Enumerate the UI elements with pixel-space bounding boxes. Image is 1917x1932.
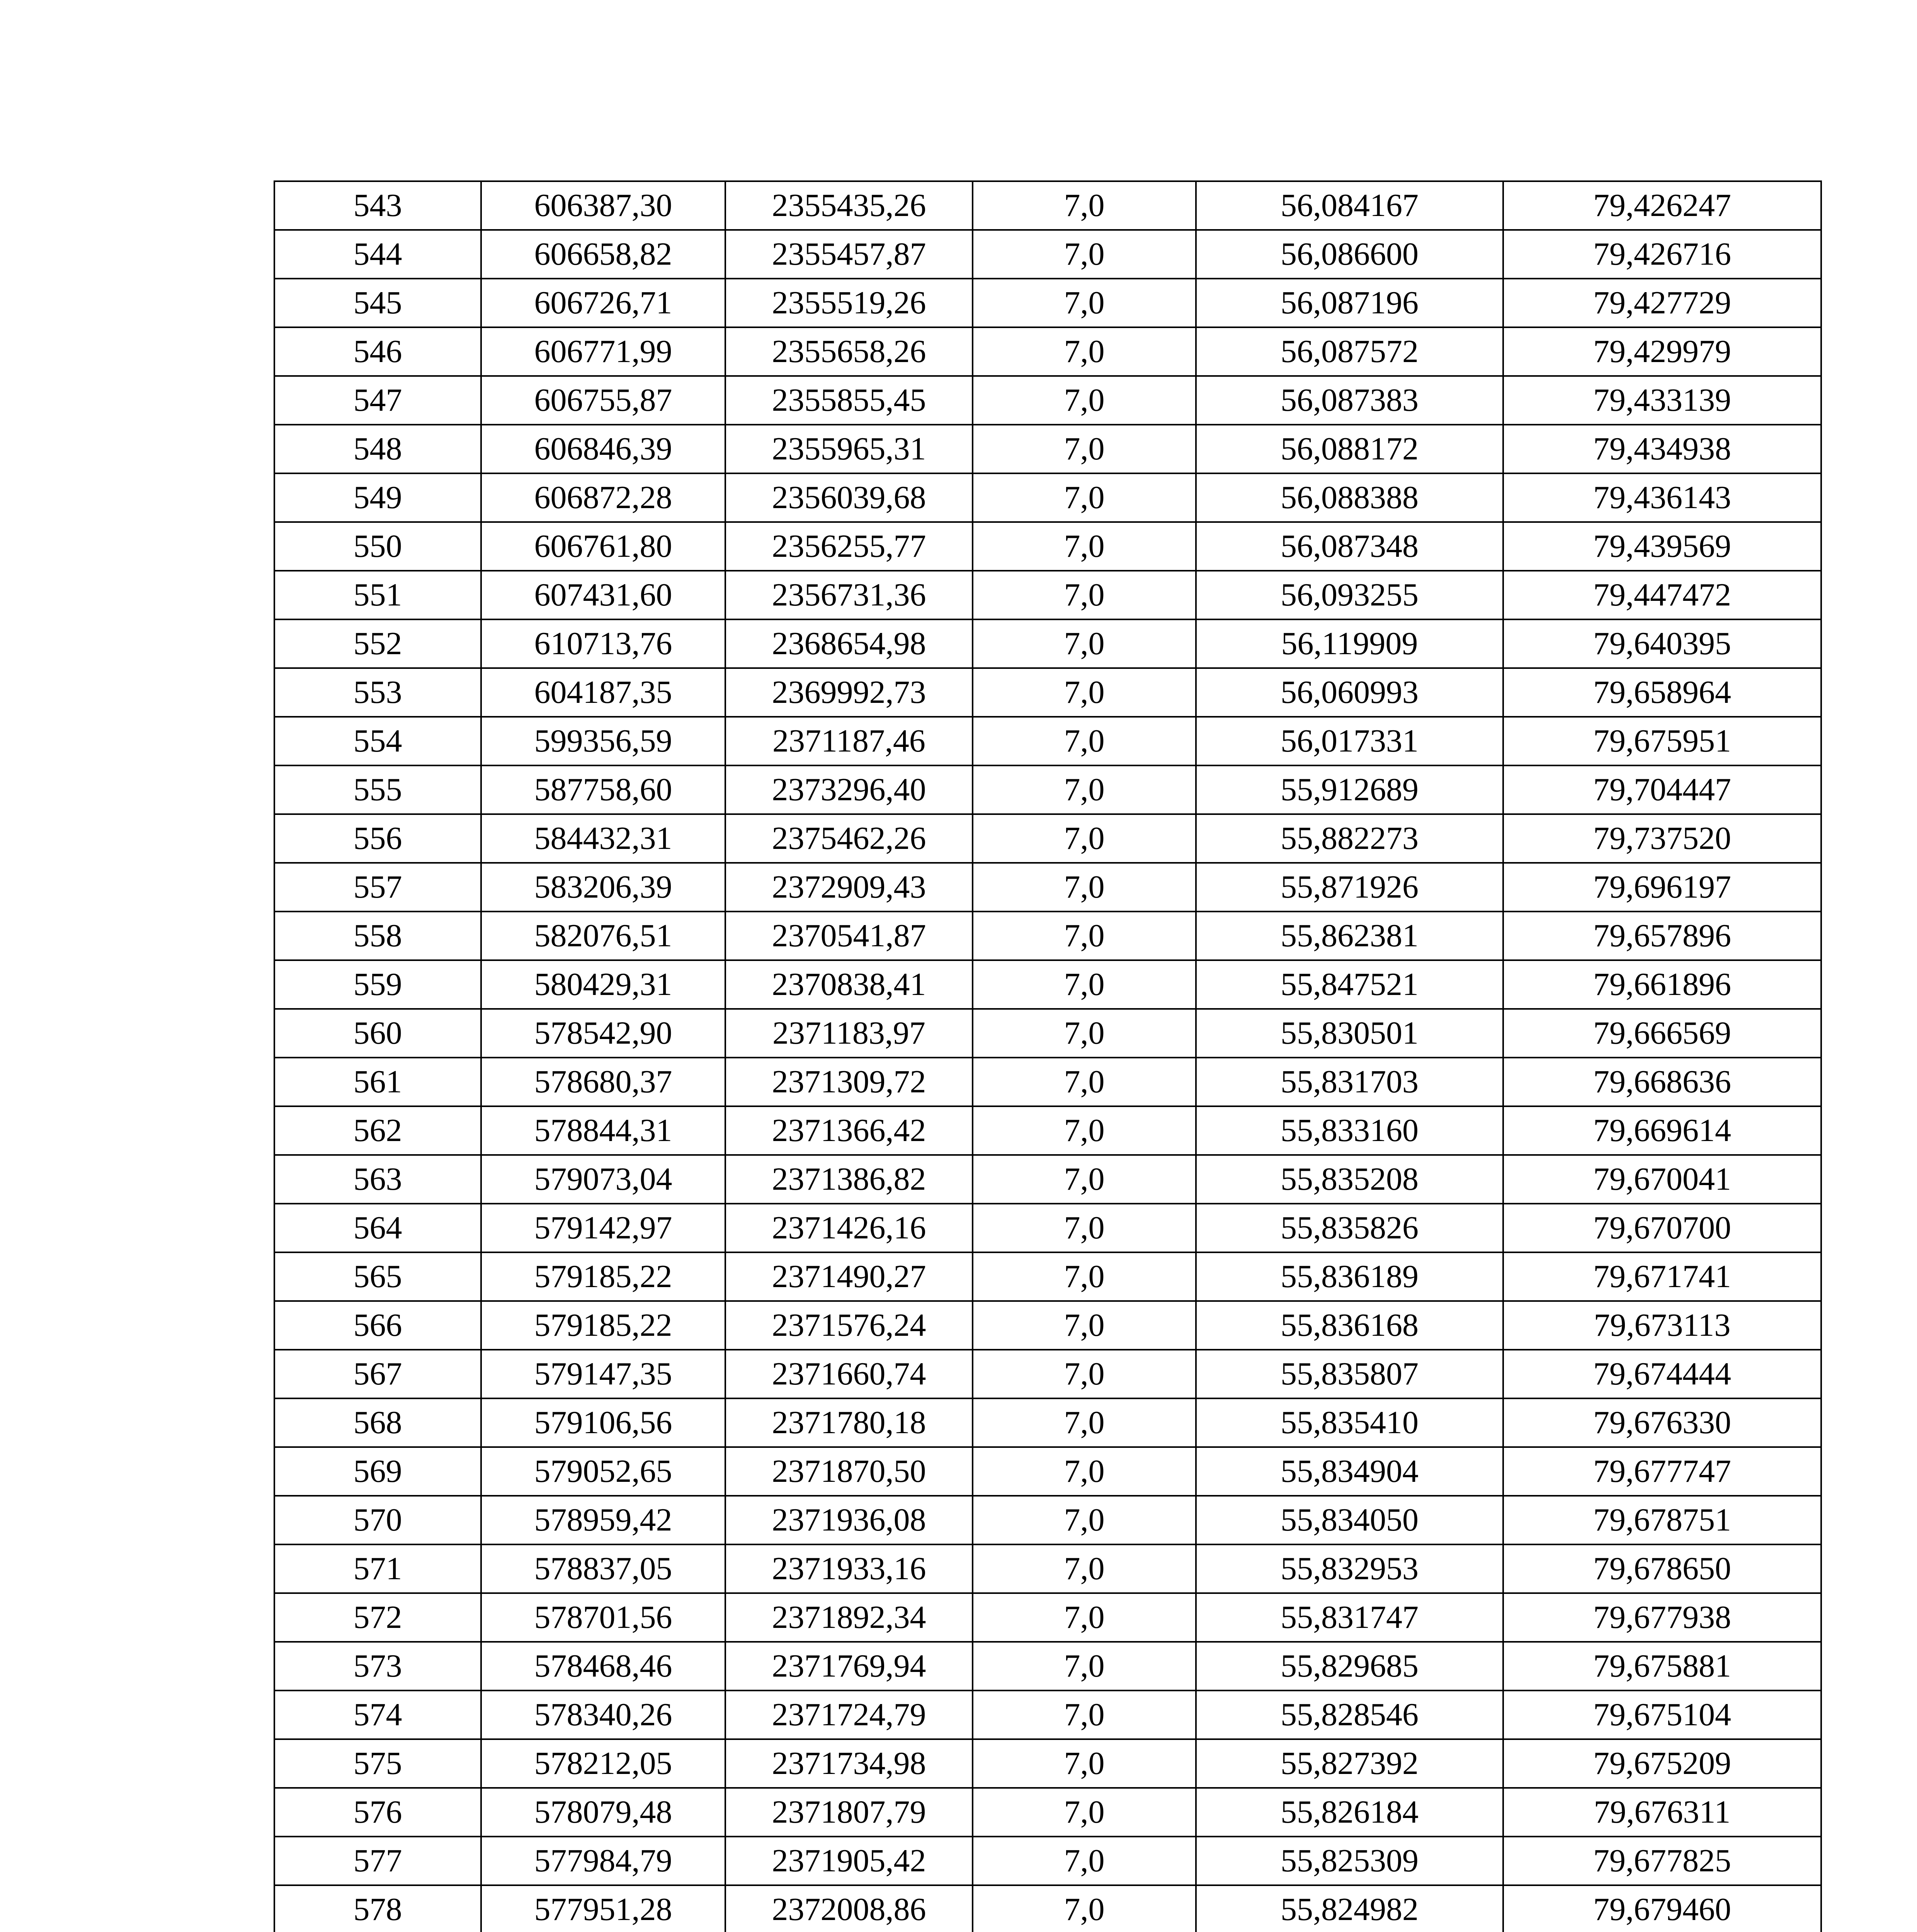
table-row (274, 279, 1821, 327)
depth-cell: 7,0 (973, 1350, 1196, 1398)
longitude-cell: 79,666569 (1503, 1009, 1821, 1058)
y-coordinate-cell: 2356039,68 (725, 473, 973, 522)
x-coordinate-cell: 606387,30 (481, 181, 725, 230)
point-number-cell: 578 (274, 1885, 481, 1932)
latitude-cell: 55,835826 (1196, 1204, 1503, 1252)
depth-cell: 7,0 (973, 1204, 1196, 1252)
y-coordinate-cell: 2371576,24 (725, 1301, 973, 1350)
table-row (274, 376, 1821, 425)
x-coordinate-cell: 604187,35 (481, 668, 725, 717)
longitude-cell: 79,640395 (1503, 619, 1821, 668)
depth-cell: 7,0 (973, 327, 1196, 376)
x-coordinate-cell: 587758,60 (481, 765, 725, 814)
x-coordinate-cell: 578468,46 (481, 1642, 725, 1690)
depth-cell: 7,0 (973, 1301, 1196, 1350)
depth-cell: 7,0 (973, 1544, 1196, 1593)
longitude-cell: 79,678650 (1503, 1544, 1821, 1593)
depth-cell: 7,0 (973, 717, 1196, 765)
x-coordinate-cell: 606846,39 (481, 425, 725, 473)
longitude-cell: 79,671741 (1503, 1252, 1821, 1301)
point-number-cell: 558 (274, 912, 481, 960)
y-coordinate-cell: 2370541,87 (725, 912, 973, 960)
point-number-cell: 545 (274, 279, 481, 327)
x-coordinate-cell: 578542,90 (481, 1009, 725, 1058)
point-number-cell: 552 (274, 619, 481, 668)
point-number-cell: 577 (274, 1837, 481, 1885)
y-coordinate-cell: 2371187,46 (725, 717, 973, 765)
y-coordinate-cell: 2371660,74 (725, 1350, 973, 1398)
x-coordinate-cell: 606771,99 (481, 327, 725, 376)
point-number-cell: 553 (274, 668, 481, 717)
y-coordinate-cell: 2369992,73 (725, 668, 973, 717)
point-number-cell: 573 (274, 1642, 481, 1690)
table-row (274, 1155, 1821, 1204)
point-number-cell: 562 (274, 1106, 481, 1155)
longitude-cell: 79,675104 (1503, 1690, 1821, 1739)
depth-cell: 7,0 (973, 181, 1196, 230)
depth-cell: 7,0 (973, 1739, 1196, 1788)
table-row (274, 425, 1821, 473)
latitude-cell: 55,831703 (1196, 1058, 1503, 1106)
depth-cell: 7,0 (973, 1885, 1196, 1932)
point-number-cell: 572 (274, 1593, 481, 1642)
y-coordinate-cell: 2371870,50 (725, 1447, 973, 1496)
longitude-cell: 79,447472 (1503, 571, 1821, 619)
table-row (274, 522, 1821, 571)
depth-cell: 7,0 (973, 279, 1196, 327)
longitude-cell: 79,679460 (1503, 1885, 1821, 1932)
point-number-cell: 544 (274, 230, 481, 279)
point-number-cell: 548 (274, 425, 481, 473)
point-number-cell: 569 (274, 1447, 481, 1496)
latitude-cell: 55,830501 (1196, 1009, 1503, 1058)
table-row (274, 1739, 1821, 1788)
point-number-cell: 559 (274, 960, 481, 1009)
depth-cell: 7,0 (973, 1593, 1196, 1642)
point-number-cell: 546 (274, 327, 481, 376)
latitude-cell: 56,084167 (1196, 181, 1503, 230)
longitude-cell: 79,658964 (1503, 668, 1821, 717)
x-coordinate-cell: 606761,80 (481, 522, 725, 571)
y-coordinate-cell: 2355457,87 (725, 230, 973, 279)
latitude-cell: 56,017331 (1196, 717, 1503, 765)
point-number-cell: 554 (274, 717, 481, 765)
latitude-cell: 55,826184 (1196, 1788, 1503, 1837)
depth-cell: 7,0 (973, 668, 1196, 717)
latitude-cell: 56,087196 (1196, 279, 1503, 327)
x-coordinate-cell: 582076,51 (481, 912, 725, 960)
table-row (274, 230, 1821, 279)
x-coordinate-cell: 577984,79 (481, 1837, 725, 1885)
point-number-cell: 568 (274, 1398, 481, 1447)
latitude-cell: 55,836168 (1196, 1301, 1503, 1350)
longitude-cell: 79,677747 (1503, 1447, 1821, 1496)
depth-cell: 7,0 (973, 1009, 1196, 1058)
y-coordinate-cell: 2371892,34 (725, 1593, 973, 1642)
table-row (274, 668, 1821, 717)
x-coordinate-cell: 584432,31 (481, 814, 725, 863)
point-number-cell: 567 (274, 1350, 481, 1398)
point-number-cell: 575 (274, 1739, 481, 1788)
latitude-cell: 55,832953 (1196, 1544, 1503, 1593)
latitude-cell: 55,833160 (1196, 1106, 1503, 1155)
latitude-cell: 55,828546 (1196, 1690, 1503, 1739)
depth-cell: 7,0 (973, 376, 1196, 425)
x-coordinate-cell: 579052,65 (481, 1447, 725, 1496)
longitude-cell: 79,696197 (1503, 863, 1821, 912)
latitude-cell: 55,831747 (1196, 1593, 1503, 1642)
table-row (274, 912, 1821, 960)
x-coordinate-cell: 607431,60 (481, 571, 725, 619)
x-coordinate-cell: 578959,42 (481, 1496, 725, 1544)
longitude-cell: 79,677825 (1503, 1837, 1821, 1885)
longitude-cell: 79,434938 (1503, 425, 1821, 473)
depth-cell: 7,0 (973, 1398, 1196, 1447)
point-number-cell: 555 (274, 765, 481, 814)
latitude-cell: 55,836189 (1196, 1252, 1503, 1301)
y-coordinate-cell: 2355855,45 (725, 376, 973, 425)
x-coordinate-cell: 578680,37 (481, 1058, 725, 1106)
latitude-cell: 55,871926 (1196, 863, 1503, 912)
table-row (274, 1885, 1821, 1932)
x-coordinate-cell: 578701,56 (481, 1593, 725, 1642)
longitude-cell: 79,661896 (1503, 960, 1821, 1009)
depth-cell: 7,0 (973, 765, 1196, 814)
depth-cell: 7,0 (973, 912, 1196, 960)
x-coordinate-cell: 578340,26 (481, 1690, 725, 1739)
point-number-cell: 557 (274, 863, 481, 912)
table-row (274, 765, 1821, 814)
longitude-cell: 79,675881 (1503, 1642, 1821, 1690)
table-row (274, 1106, 1821, 1155)
latitude-cell: 56,087348 (1196, 522, 1503, 571)
point-number-cell: 571 (274, 1544, 481, 1593)
longitude-cell: 79,677938 (1503, 1593, 1821, 1642)
point-number-cell: 563 (274, 1155, 481, 1204)
depth-cell: 7,0 (973, 1496, 1196, 1544)
depth-cell: 7,0 (973, 571, 1196, 619)
x-coordinate-cell: 579073,04 (481, 1155, 725, 1204)
point-number-cell: 565 (274, 1252, 481, 1301)
latitude-cell: 56,119909 (1196, 619, 1503, 668)
point-number-cell: 549 (274, 473, 481, 522)
longitude-cell: 79,670700 (1503, 1204, 1821, 1252)
y-coordinate-cell: 2371769,94 (725, 1642, 973, 1690)
table-row (274, 1398, 1821, 1447)
latitude-cell: 55,834050 (1196, 1496, 1503, 1544)
coordinates-table (274, 180, 1822, 1932)
y-coordinate-cell: 2355519,26 (725, 279, 973, 327)
y-coordinate-cell: 2370838,41 (725, 960, 973, 1009)
longitude-cell: 79,737520 (1503, 814, 1821, 863)
longitude-cell: 79,704447 (1503, 765, 1821, 814)
point-number-cell: 543 (274, 181, 481, 230)
latitude-cell: 55,912689 (1196, 765, 1503, 814)
latitude-cell: 55,835410 (1196, 1398, 1503, 1447)
y-coordinate-cell: 2371936,08 (725, 1496, 973, 1544)
latitude-cell: 56,093255 (1196, 571, 1503, 619)
longitude-cell: 79,426247 (1503, 181, 1821, 230)
table-row (274, 1204, 1821, 1252)
y-coordinate-cell: 2355658,26 (725, 327, 973, 376)
table-row (274, 619, 1821, 668)
y-coordinate-cell: 2372008,86 (725, 1885, 973, 1932)
longitude-cell: 79,433139 (1503, 376, 1821, 425)
y-coordinate-cell: 2368654,98 (725, 619, 973, 668)
y-coordinate-cell: 2375462,26 (725, 814, 973, 863)
y-coordinate-cell: 2372909,43 (725, 863, 973, 912)
y-coordinate-cell: 2355435,26 (725, 181, 973, 230)
depth-cell: 7,0 (973, 1788, 1196, 1837)
y-coordinate-cell: 2371933,16 (725, 1544, 973, 1593)
point-number-cell: 561 (274, 1058, 481, 1106)
depth-cell: 7,0 (973, 960, 1196, 1009)
x-coordinate-cell: 610713,76 (481, 619, 725, 668)
coordinates-table-body (274, 181, 1821, 1932)
depth-cell: 7,0 (973, 473, 1196, 522)
point-number-cell: 564 (274, 1204, 481, 1252)
table-row (274, 863, 1821, 912)
table-row (274, 1350, 1821, 1398)
latitude-cell: 56,088388 (1196, 473, 1503, 522)
depth-cell: 7,0 (973, 1642, 1196, 1690)
depth-cell: 7,0 (973, 1447, 1196, 1496)
depth-cell: 7,0 (973, 1252, 1196, 1301)
latitude-cell: 55,834904 (1196, 1447, 1503, 1496)
y-coordinate-cell: 2371386,82 (725, 1155, 973, 1204)
latitude-cell: 55,829685 (1196, 1642, 1503, 1690)
depth-cell: 7,0 (973, 522, 1196, 571)
table-row (274, 327, 1821, 376)
point-number-cell: 566 (274, 1301, 481, 1350)
longitude-cell: 79,670041 (1503, 1155, 1821, 1204)
depth-cell: 7,0 (973, 425, 1196, 473)
y-coordinate-cell: 2371724,79 (725, 1690, 973, 1739)
table-row (274, 571, 1821, 619)
longitude-cell: 79,676330 (1503, 1398, 1821, 1447)
table-row (274, 814, 1821, 863)
table-row (274, 1496, 1821, 1544)
latitude-cell: 56,060993 (1196, 668, 1503, 717)
table-row (274, 181, 1821, 230)
y-coordinate-cell: 2371734,98 (725, 1739, 973, 1788)
x-coordinate-cell: 599356,59 (481, 717, 725, 765)
latitude-cell: 55,847521 (1196, 960, 1503, 1009)
longitude-cell: 79,675951 (1503, 717, 1821, 765)
x-coordinate-cell: 578837,05 (481, 1544, 725, 1593)
latitude-cell: 55,862381 (1196, 912, 1503, 960)
x-coordinate-cell: 579185,22 (481, 1252, 725, 1301)
y-coordinate-cell: 2371426,16 (725, 1204, 973, 1252)
latitude-cell: 55,835208 (1196, 1155, 1503, 1204)
latitude-cell: 55,882273 (1196, 814, 1503, 863)
longitude-cell: 79,439569 (1503, 522, 1821, 571)
table-row (274, 1252, 1821, 1301)
longitude-cell: 79,675209 (1503, 1739, 1821, 1788)
x-coordinate-cell: 606658,82 (481, 230, 725, 279)
table-row (274, 1009, 1821, 1058)
latitude-cell: 55,827392 (1196, 1739, 1503, 1788)
x-coordinate-cell: 606726,71 (481, 279, 725, 327)
table-row (274, 960, 1821, 1009)
latitude-cell: 56,087572 (1196, 327, 1503, 376)
longitude-cell: 79,676311 (1503, 1788, 1821, 1837)
depth-cell: 7,0 (973, 1155, 1196, 1204)
x-coordinate-cell: 579106,56 (481, 1398, 725, 1447)
longitude-cell: 79,668636 (1503, 1058, 1821, 1106)
longitude-cell: 79,426716 (1503, 230, 1821, 279)
y-coordinate-cell: 2371366,42 (725, 1106, 973, 1155)
longitude-cell: 79,436143 (1503, 473, 1821, 522)
table-row (274, 1301, 1821, 1350)
depth-cell: 7,0 (973, 1106, 1196, 1155)
depth-cell: 7,0 (973, 230, 1196, 279)
latitude-cell: 56,087383 (1196, 376, 1503, 425)
y-coordinate-cell: 2371183,97 (725, 1009, 973, 1058)
x-coordinate-cell: 606872,28 (481, 473, 725, 522)
table-row (274, 1593, 1821, 1642)
x-coordinate-cell: 578079,48 (481, 1788, 725, 1837)
depth-cell: 7,0 (973, 1058, 1196, 1106)
point-number-cell: 570 (274, 1496, 481, 1544)
table-row (274, 1544, 1821, 1593)
y-coordinate-cell: 2371309,72 (725, 1058, 973, 1106)
table-row (274, 1837, 1821, 1885)
point-number-cell: 556 (274, 814, 481, 863)
table-row (274, 1058, 1821, 1106)
longitude-cell: 79,674444 (1503, 1350, 1821, 1398)
table-row (274, 717, 1821, 765)
x-coordinate-cell: 580429,31 (481, 960, 725, 1009)
table-row (274, 1447, 1821, 1496)
y-coordinate-cell: 2373296,40 (725, 765, 973, 814)
table-row (274, 1690, 1821, 1739)
point-number-cell: 574 (274, 1690, 481, 1739)
longitude-cell: 79,678751 (1503, 1496, 1821, 1544)
point-number-cell: 551 (274, 571, 481, 619)
latitude-cell: 55,835807 (1196, 1350, 1503, 1398)
longitude-cell: 79,657896 (1503, 912, 1821, 960)
depth-cell: 7,0 (973, 863, 1196, 912)
depth-cell: 7,0 (973, 619, 1196, 668)
x-coordinate-cell: 579185,22 (481, 1301, 725, 1350)
table-row (274, 1642, 1821, 1690)
point-number-cell: 576 (274, 1788, 481, 1837)
depth-cell: 7,0 (973, 1837, 1196, 1885)
y-coordinate-cell: 2371905,42 (725, 1837, 973, 1885)
latitude-cell: 56,086600 (1196, 230, 1503, 279)
y-coordinate-cell: 2355965,31 (725, 425, 973, 473)
x-coordinate-cell: 578844,31 (481, 1106, 725, 1155)
y-coordinate-cell: 2356731,36 (725, 571, 973, 619)
depth-cell: 7,0 (973, 1690, 1196, 1739)
longitude-cell: 79,673113 (1503, 1301, 1821, 1350)
point-number-cell: 550 (274, 522, 481, 571)
longitude-cell: 79,429979 (1503, 327, 1821, 376)
x-coordinate-cell: 578212,05 (481, 1739, 725, 1788)
x-coordinate-cell: 579142,97 (481, 1204, 725, 1252)
x-coordinate-cell: 577951,28 (481, 1885, 725, 1932)
latitude-cell: 55,824982 (1196, 1885, 1503, 1932)
longitude-cell: 79,669614 (1503, 1106, 1821, 1155)
point-number-cell: 547 (274, 376, 481, 425)
longitude-cell: 79,427729 (1503, 279, 1821, 327)
latitude-cell: 56,088172 (1196, 425, 1503, 473)
y-coordinate-cell: 2371490,27 (725, 1252, 973, 1301)
y-coordinate-cell: 2356255,77 (725, 522, 973, 571)
y-coordinate-cell: 2371807,79 (725, 1788, 973, 1837)
table-row (274, 473, 1821, 522)
x-coordinate-cell: 606755,87 (481, 376, 725, 425)
point-number-cell: 560 (274, 1009, 481, 1058)
y-coordinate-cell: 2371780,18 (725, 1398, 973, 1447)
latitude-cell: 55,825309 (1196, 1837, 1503, 1885)
x-coordinate-cell: 583206,39 (481, 863, 725, 912)
x-coordinate-cell: 579147,35 (481, 1350, 725, 1398)
depth-cell: 7,0 (973, 814, 1196, 863)
table-row (274, 1788, 1821, 1837)
